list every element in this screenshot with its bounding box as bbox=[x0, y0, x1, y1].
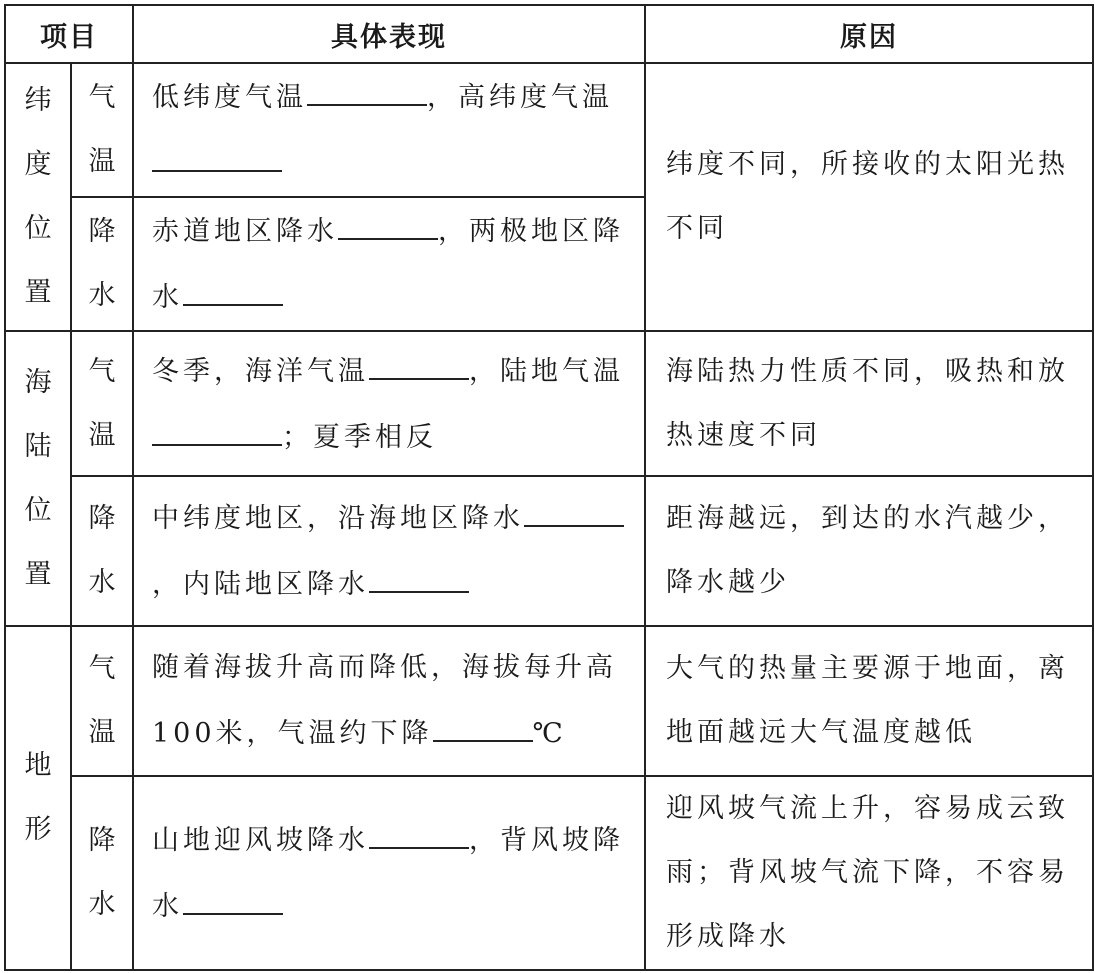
performance-text: ，背风坡降水 bbox=[152, 825, 624, 922]
answer-blank[interactable] bbox=[524, 485, 624, 527]
answer-blank[interactable] bbox=[152, 404, 282, 446]
geography-table bbox=[4, 4, 1094, 971]
performance-text: ，高纬度气温 bbox=[427, 82, 613, 113]
performance-cell bbox=[133, 197, 645, 331]
performance-text: 随着海拔升高而降低，海拔每升高100米，气温约下降 bbox=[152, 652, 617, 749]
performance-text: 山地迎风坡降水 bbox=[152, 825, 369, 856]
answer-blank[interactable] bbox=[369, 807, 469, 849]
sub-name: 降水 bbox=[88, 825, 116, 920]
sub-name: 气温 bbox=[88, 82, 116, 177]
answer-blank[interactable] bbox=[183, 264, 283, 306]
performance-cell bbox=[133, 63, 645, 197]
section-name: 海陆位置 bbox=[24, 366, 52, 590]
sub-name: 气温 bbox=[88, 355, 116, 451]
answer-blank[interactable] bbox=[433, 700, 533, 742]
sub-label bbox=[71, 776, 133, 970]
sub-label bbox=[71, 331, 133, 476]
sub-label bbox=[71, 197, 133, 331]
reason-cell: 大气的热量主要源于地面，离地面越远大气温度越低 bbox=[645, 626, 1093, 776]
answer-blank[interactable] bbox=[338, 198, 438, 240]
sub-name: 气温 bbox=[88, 653, 116, 748]
reason-cell: 迎风坡气流上升，容易成云致雨；背风坡气流下降，不容易形成降水 bbox=[645, 776, 1093, 970]
reason-cell: 距海越远，到达的水汽越少，降水越少 bbox=[645, 476, 1093, 626]
answer-blank[interactable] bbox=[183, 873, 283, 915]
answer-blank[interactable] bbox=[369, 338, 469, 380]
section-name: 纬度位置 bbox=[24, 85, 52, 308]
performance-cell bbox=[133, 776, 645, 970]
section-label bbox=[5, 626, 71, 970]
performance-text: ，陆地气温 bbox=[469, 355, 624, 387]
header-item: 项目 bbox=[5, 5, 133, 63]
performance-text: 中纬度地区，沿海地区降水 bbox=[152, 503, 524, 534]
header-row bbox=[5, 5, 1093, 63]
header-reason: 原因 bbox=[645, 5, 1093, 63]
table-row bbox=[5, 476, 1093, 626]
performance-cell bbox=[133, 331, 645, 476]
performance-text: ，两极地区降水 bbox=[152, 216, 624, 313]
answer-blank[interactable] bbox=[307, 64, 427, 106]
table-row bbox=[5, 63, 1093, 197]
reason-cell: 海陆热力性质不同，吸热和放热速度不同 bbox=[645, 331, 1093, 476]
table-row bbox=[5, 331, 1093, 476]
sub-label bbox=[71, 626, 133, 776]
sub-label bbox=[71, 476, 133, 626]
performance-cell bbox=[133, 626, 645, 776]
sub-label bbox=[71, 63, 133, 197]
header-performance: 具体表现 bbox=[133, 5, 645, 63]
section-label bbox=[5, 331, 71, 626]
table-row bbox=[5, 776, 1093, 970]
performance-text: 冬季，海洋气温 bbox=[152, 355, 369, 387]
table-row bbox=[5, 626, 1093, 776]
performance-text: 低纬度气温 bbox=[152, 82, 307, 113]
answer-blank[interactable] bbox=[152, 130, 282, 172]
sub-name: 降水 bbox=[88, 216, 116, 311]
section-name: 地形 bbox=[24, 750, 52, 845]
reason-cell: 纬度不同，所接收的太阳光热不同 bbox=[645, 63, 1093, 331]
sub-name: 降水 bbox=[88, 503, 116, 598]
performance-cell bbox=[133, 476, 645, 626]
section-label bbox=[5, 63, 71, 331]
performance-text: ；夏季相反 bbox=[282, 421, 437, 453]
performance-text: ℃ bbox=[532, 718, 567, 749]
answer-blank[interactable] bbox=[369, 551, 469, 593]
performance-text: ，内陆地区降水 bbox=[152, 569, 369, 600]
performance-text: 赤道地区降水 bbox=[152, 216, 338, 247]
